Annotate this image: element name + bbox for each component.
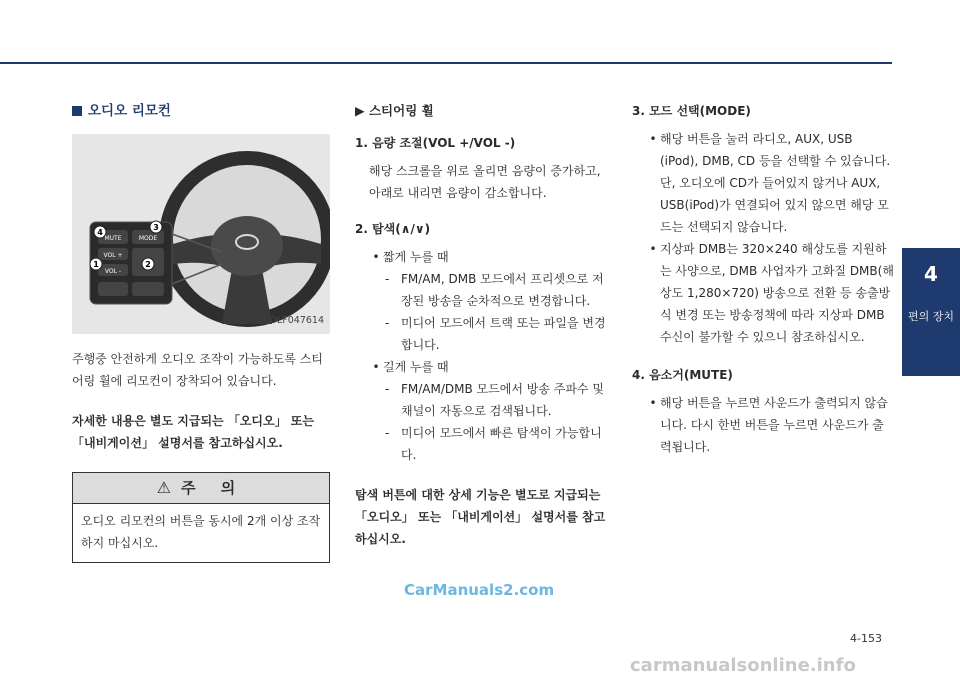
callout-4: 4 <box>97 228 103 237</box>
volume-text: 해당 스크롤을 위로 올리면 음량이 증가하고, 아래로 내리면 음량이 감소합니다. <box>369 164 601 200</box>
steering-wheel-icon <box>72 134 330 334</box>
seek-note: 탐색 버튼에 대한 상세 기능은 별도로 지급되는 「오디오」 또는 「내비게이션」 설명서를 참고하십시오. <box>355 488 606 546</box>
list-item: • 짧게 누를 때 <box>372 250 449 264</box>
caution-text: 오디오 리모컨의 버튼을 동시에 2개 이상 조작하지 마십시오. <box>81 514 321 550</box>
reference-paragraph: 자세한 내용은 별도 지급되는 「오디오」 또는 「내비게이션」 설명서를 참고하십시오. <box>72 414 314 450</box>
seek-list <box>355 246 613 466</box>
square-bullet-icon <box>72 106 82 116</box>
section-title <box>72 100 330 122</box>
callout-2: 2 <box>145 260 151 269</box>
callout-1: 1 <box>93 260 99 269</box>
chapter-number: 4 <box>924 262 938 286</box>
figure-code: OLF047614 <box>269 315 324 326</box>
list-item: - 미디어 모드에서 빠른 탐색이 가능합니다. <box>385 426 602 462</box>
warning-triangle-icon: ⚠ <box>156 478 172 497</box>
mute-list <box>632 392 894 458</box>
middle-column <box>355 100 613 568</box>
page-number: 4-153 <box>850 632 882 645</box>
caution-box <box>72 472 330 563</box>
steering-wheel-heading: ▶ 스티어링 휠 <box>355 103 434 118</box>
list-item: - FM/AM/DMB 모드에서 방송 주파수 및 채널이 자동으로 검색됩니다. <box>385 382 604 418</box>
list-item: - 미디어 모드에서 트랙 또는 파일을 변경합니다. <box>385 316 606 352</box>
list-item: • 길게 누를 때 <box>372 360 449 374</box>
section-title-text: 오디오 리모컨 <box>88 103 171 119</box>
vol-up-label: VOL + <box>103 252 123 259</box>
list-item: • 해당 버튼을 누르면 사운드가 출력되지 않습니다. 다시 한번 버튼을 누르면 사운드가 출력됩니다. <box>649 396 888 454</box>
watermark-carmanuals2[interactable]: CarManuals2.com <box>404 581 555 599</box>
steering-wheel-figure <box>72 134 330 334</box>
caution-header <box>73 473 329 504</box>
mode-heading: 3. 모드 선택(MODE) <box>632 104 751 118</box>
mute-button-label: MUTE <box>104 235 122 242</box>
chapter-label: 편의 장치 <box>907 310 954 323</box>
caution-title: 주 의 <box>181 479 246 497</box>
mute-heading: 4. 음소거(MUTE) <box>632 368 733 382</box>
mode-list <box>632 128 894 348</box>
callout-3: 3 <box>153 223 159 232</box>
list-item: - FM/AM, DMB 모드에서 프리셋으로 저장된 방송을 순차적으로 변경합니다. <box>385 272 604 308</box>
mode-button-label: MODE <box>138 235 158 242</box>
chapter-tab[interactable] <box>902 248 960 376</box>
seek-heading: 2. 탐색(∧/∨) <box>355 222 431 236</box>
right-column <box>632 100 894 458</box>
watermark-carmanualsonline[interactable]: carmanualsonline.info <box>630 655 856 676</box>
volume-heading: 1. 음량 조절(VOL +/VOL -) <box>355 136 516 150</box>
left-column <box>72 100 330 563</box>
vol-down-label: VOL - <box>104 268 122 275</box>
list-item: • 지상파 DMB는 320×240 해상도를 지원하는 사양으로, DMB 사업자가 고화질 DMB(해상도 1,280×720) 방송으로 전환 등 송출방식 변경 또는 방송정책에 따라 지상파 DMB 수신이 불가할 수 있으니 참조하십시오. <box>649 242 894 344</box>
intro-paragraph: 주행중 안전하게 오디오 조작이 가능하도록 스티어링 휠에 리모컨이 장착되어 있습니다. <box>72 352 323 388</box>
list-item: • 해당 버튼을 눌러 라디오, AUX, USB (iPod), DMB, CD 등을 선택할 수 있습니다. 단, 오디오에 CD가 들어있지 않거나 AUX, USB(iPod)가 연결되어 있지 않으면 해당 모드는 선택되지 않습니다. <box>649 132 891 234</box>
header-rule <box>0 62 892 64</box>
